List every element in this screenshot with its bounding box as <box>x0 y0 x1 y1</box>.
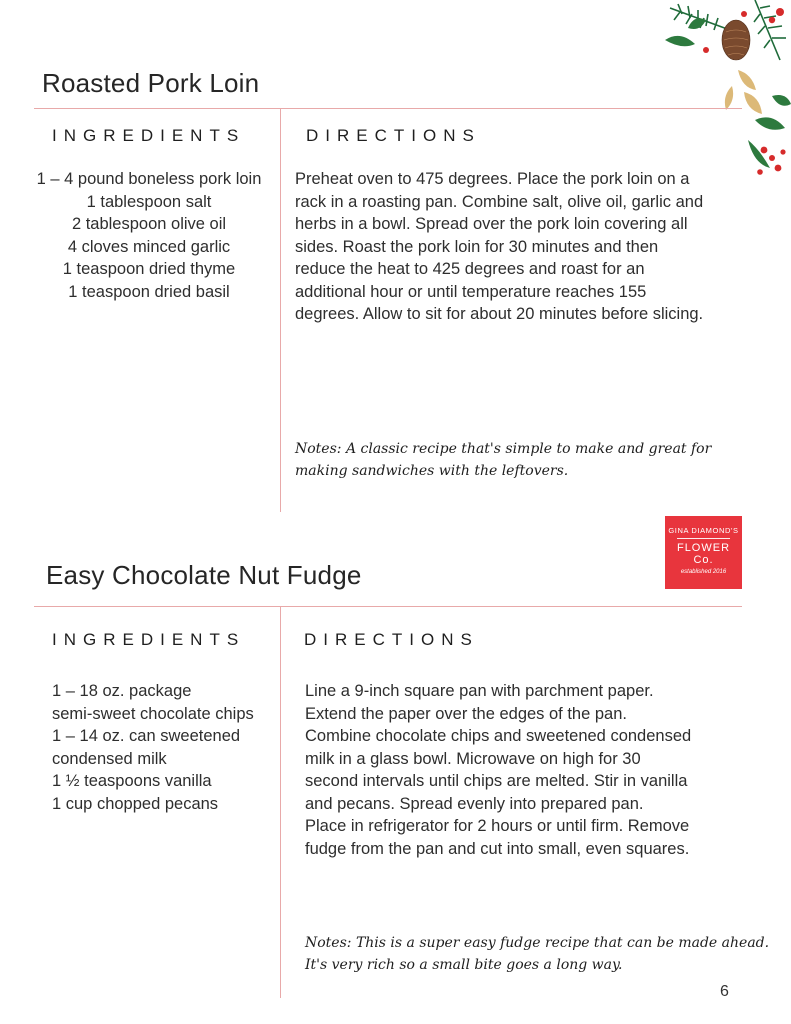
ingredient-item: 1 – 14 oz. can sweetened <box>52 727 241 745</box>
ingredient-item: 1 cup chopped pecans <box>52 794 219 813</box>
directions-line: Extend the paper over the edges of the pan. <box>305 704 627 723</box>
ingredient-item: semi-sweet chocolate chips <box>52 704 254 723</box>
holiday-corner-decoration <box>660 0 791 185</box>
directions-line: Place in refrigerator for 2 hours or until firm. Remove <box>305 817 690 835</box>
directions-line: rack in a roasting pan. Combine salt, olive oil, garlic and <box>295 192 704 211</box>
directions-heading: DIRECTIONS <box>304 630 479 649</box>
directions-text <box>295 168 765 326</box>
notes-line: making sandwiches with the leftovers. <box>295 463 569 479</box>
directions-line: Combine chocolate chips and sweetened condensed <box>305 727 692 745</box>
directions-line: herbs in a bowl. Spread over the pork loin covering all <box>295 215 688 233</box>
pinecone-icon <box>722 20 750 60</box>
page-number: 6 <box>720 983 729 1000</box>
ingredients-heading: INGREDIENTS <box>52 630 246 649</box>
recipe-title: Roasted Pork Loin <box>42 68 260 98</box>
ingredient-item: 1 ½ teaspoons vanilla <box>52 772 212 790</box>
ingredient-item: 1 – 18 oz. package <box>52 682 192 700</box>
directions-line: Preheat oven to 475 degrees. Place the pork loin on a <box>295 170 690 188</box>
directions-line: reduce the heat to 425 degrees and roast for an <box>295 260 645 278</box>
logo-line2: FLOWER Co. <box>676 542 731 566</box>
ingredient-item: 1 teaspoon dried thyme <box>62 260 236 278</box>
directions-heading: DIRECTIONS <box>306 126 481 145</box>
notes-line: Notes: A classic recipe that's simple to make and great for <box>295 441 712 457</box>
directions-line: and pecans. Spread evenly into prepared pan. <box>305 794 644 813</box>
directions-text <box>305 680 765 860</box>
ingredient-item: 4 cloves minced garlic <box>67 237 231 256</box>
brand-logo <box>665 516 742 589</box>
ingredient-item: condensed milk <box>52 749 167 768</box>
ingredients-heading: INGREDIENTS <box>52 126 246 145</box>
recipe-title: Easy Chocolate Nut Fudge <box>46 560 362 590</box>
directions-line: additional hour or until temperature reaches 155 <box>295 282 647 301</box>
ingredients-list <box>52 680 278 815</box>
ingredients-list <box>14 168 284 303</box>
title-divider <box>34 108 742 109</box>
directions-line: sides. Roast the pork loin for 30 minutes and then <box>295 237 659 256</box>
ingredient-item: 1 teaspoon dried basil <box>68 282 230 301</box>
notes-line: Notes: This is a super easy fudge recipe that can be made ahead. <box>305 935 770 951</box>
directions-line: degrees. Allow to sit for about 20 minutes before slicing. <box>295 305 704 323</box>
directions-line: Line a 9-inch square pan with parchment paper. <box>305 682 654 700</box>
ingredient-item: 2 tablespoon olive oil <box>71 215 227 233</box>
logo-divider <box>677 538 730 539</box>
column-divider <box>280 606 281 998</box>
recipe-notes <box>305 932 775 976</box>
logo-line1: GINA DIAMOND'S <box>668 526 739 535</box>
directions-line: fudge from the pan and cut into small, even squares. <box>305 839 690 858</box>
recipe-notes <box>295 438 755 482</box>
title-divider <box>34 606 742 607</box>
ingredient-item: 1 – 4 pound boneless pork loin <box>36 170 262 188</box>
directions-line: second intervals until chips are melted. Stir in vanilla <box>305 772 688 790</box>
directions-line: milk in a glass bowl. Microwave on high for 30 <box>305 749 641 768</box>
logo-line3: established 2016 <box>680 569 727 575</box>
notes-line: It's very rich so a small bite goes a long way. <box>305 957 623 973</box>
ingredient-item: 1 tablespoon salt <box>86 192 212 211</box>
